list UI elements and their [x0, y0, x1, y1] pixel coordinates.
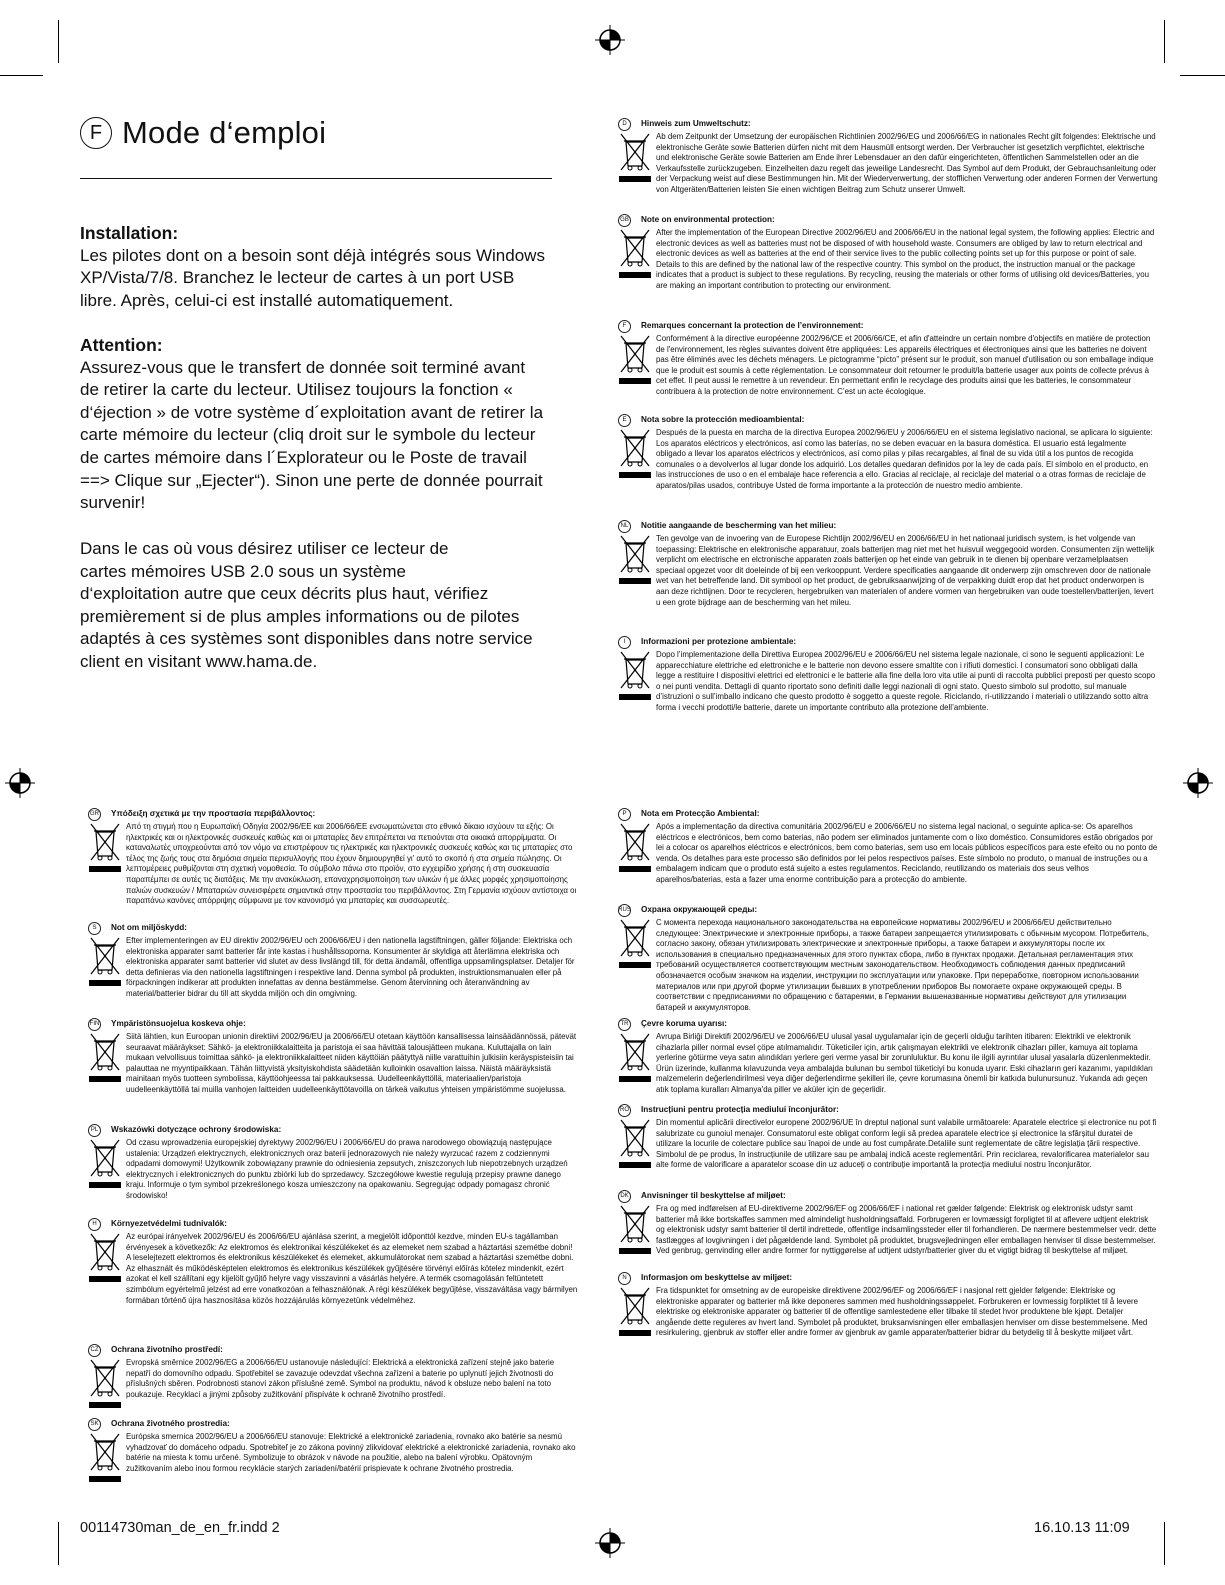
crossed-bin-icon	[619, 428, 651, 480]
language-badge: F	[80, 117, 112, 149]
crossed-bin-icon	[89, 1032, 121, 1084]
note-title: Hinweis zum Umweltschutz:	[641, 119, 751, 129]
note-text: Después de la puesta en marcha de la directiva Europea 2002/96/EU y 2006/66/EU en el sistema legislativo nacional, se aplicara lo siguiente: Los aparatos eléctricos y electrónicos, así como las baterías, no se deben evacuar en la basura doméstica. El usuario está legalmente obligado a llevar los aparatos eléctricos y electrónicos, así como pilas y pilas recargables, al final de su vida útil a los puntos de recogida comunales o a devolverlos al lugar donde los adquirió. Los detalles quedaran definidos por la ley de cada país. El símbolo en el producto, en las instrucciones de uso o en el embalaje hace referencia a ello. Gracias al reciclaje, al reciclaje del material o a otras formas de reciclaje de aparatos/pilas usados, contribuye Usted de forma importante a la protección de nuestro medio ambiente.	[656, 428, 1153, 490]
language-badge: P	[618, 808, 631, 821]
crossed-bin-icon	[89, 822, 121, 874]
attention-heading: Attention:	[80, 335, 163, 355]
env-note	[88, 1418, 578, 1474]
env-note	[88, 1344, 578, 1400]
crossed-bin-icon	[619, 1118, 651, 1170]
env-note	[618, 320, 1158, 398]
env-note	[618, 118, 1158, 196]
note-title: Nota em Protecção Ambiental:	[641, 809, 760, 819]
language-badge: FIN	[88, 1018, 101, 1031]
language-badge: E	[618, 414, 631, 427]
note-title: Informasjon om beskyttelse av miljøet:	[641, 1273, 793, 1283]
note-title: Охрана окружающей среды:	[641, 905, 758, 915]
note-text: Od czasu wprowadzenia europejskiej dyrektywy 2002/96/EU i 2006/66/EU do prawa narodowego obowiązują następujące ustalenia: Urządzeń elektrycznych, elektronicznych oraz baterii jednorazowych nie należy wyrzucać razem z codziennymi odpadami domowymi! Użytkownik zobowiązany prawnie do odniesienia zepsutych, zniszczonych lub niepotrzebnych urządzeń elektrycznych i elektronicznych do punktu zbiórki lub do sprzedawcy. Szczegółowe kwestie regulują przepisy prawne danego kraju. Informuje o tym symbol przekreślonego kosza umieszczony na opakowaniu. Segregując odpady pomagasz chronić środowisko!	[126, 1138, 568, 1200]
note-text: Conformément à la directive européenne 2002/96/CE et 2006/66/CE, et afin d'atteindre un certain nombre d'objectifs en matière de protection de l'environnement, les règles suivantes doivent être appliquées: Les appareils électriques et électroniques ainsi que les batteries ne doivent pas être éliminés avec les déchets ménagers. Le pictogramme “picto” présent sur le produit, son manuel d'utilisation ou son emballage indique que le produit est soumis à cette réglementation. Le consommateur doit retourner le produit/la batterie usager aux points de collecte prévus à cet effet. Il peut aussi le remettre à un revendeur. En permettant enfin le recyclage des produits ainsi que les batteries, le consommateur contribuera à la protection de notre environnement. C’est un acte écologique.	[656, 334, 1154, 396]
page-header	[80, 115, 326, 151]
attention-section	[80, 334, 560, 515]
crop-mark	[0, 75, 43, 76]
language-badge: CZ	[88, 1344, 101, 1357]
crop-mark	[1164, 1522, 1165, 1565]
crossed-bin-icon	[619, 132, 651, 184]
other-os-text: Dans le cas où vous désirez utiliser ce lecteur de cartes mémoires USB 2.0 sous un système d‘exploitation autre que ceux décrits plus haut, vérifiez premièrement si de plus amples informations ou de pilotes adaptés à ces systèmes sont disponibles dans notre service client en visitant www.hama.de.	[80, 539, 533, 671]
crossed-bin-icon	[619, 918, 651, 970]
footer-date: 16.10.13 11:09	[1034, 1520, 1130, 1536]
language-badge: H	[88, 1218, 101, 1231]
env-note	[618, 414, 1158, 492]
note-text: Efter implementeringen av EU direktiv 2002/96/EU och 2006/66/EU i den nationella lagstiftningen, gäller följande: Elektriska och elektroniska apparater samt batterier får inte kastas i hushållssoporna. Konsumenter är skyldiga att återlämna elektriska och elektroniska apparater samt batterier vid slutet av dess livslängd till, för detta ändamål, offentliga uppsamlingsplatser. Detaljer för detta definieras via den nationella lagstiftningen i respektive land. Denna symbol på produkten, instruktionsmanualen eller på förpackningen indikerar att produkten innefattas av denna bestämmelse. Genom återvinning och återanvändning av material/batterier bidrar du till att skydda miljön och din omgivning.	[126, 936, 575, 998]
note-text: Európska smernica 2002/96/EU a 2006/66/EU stanovuje: Elektrické a elektronické zariadenia, rovnako ako batérie sa nesmú vyhadzovať do domáceho odpadu. Spotrebiteľ je zo zákona povinný zlikvidovať elektrické a elektronické zariadenia, rovnako ako batérie na miesta k tomu určené. Symbolizuje to obrázok v návode na použitie, alebo na balení výrobku. Opätovným zužitkovaním alebo inou formou recyklácie starých zariadení/batérií prispievate k ochrane životného prostredia.	[126, 1432, 576, 1473]
note-text: After the implementation of the European Directive 2002/96/EU and 2006/66/EU in the national legal system, the following applies: Electric and electronic devices as well as batteries must not be disposed of with household waste. Consumers are obliged by law to return electrical and electronic devices as well as batteries at the end of their service lives to the public collecting points set up for this purpose or point of sale. Details to this are defined by the national law of the respective country. This symbol on the product, the instruction manual or the package indicates that a product is subject to these regulations. By recycling, reusing the materials or other forms of utilising old devices/Batteries, you are making an important contribution to protecting our environment.	[656, 228, 1155, 290]
env-note	[618, 1018, 1158, 1096]
note-title: Note on environmental protection:	[641, 215, 775, 225]
registration-mark-icon	[595, 25, 625, 55]
crossed-bin-icon	[619, 334, 651, 386]
registration-mark-icon	[5, 768, 35, 798]
env-note	[618, 1104, 1158, 1171]
note-title: Notitie aangaande de bescherming van het milieu:	[641, 521, 837, 531]
note-text: Fra tidspunktet for omsetning av de europeiske direktivene 2002/96/EF og 2006/66/EF i nasjonal rett gjelder følgende: Elektriske og elektroniske apparater og batterier må ikke deponeres sammen med husholdningssøppelet. Forbrukeren er lovmessig forpliktet til å levere elektriske og elektroniske apparater og batterier til de offentlige samlestedene eller tilbake til stedet hvor produktene ble kjøpt. Detaljer angående dette reguleres av hvert land. Symbolet på produktet, bruksanvisningen eller emballasjen henviser om disse bestemmelsene. Med resirkulering, gjenbruk av stoffer eller andre former av gjenbruk av gamle apparater/batterier bidrar du betydelig til å beskytte miljøet vårt.	[656, 1286, 1148, 1338]
language-badge: GR	[88, 808, 101, 821]
note-title: Instrucțiuni pentru protecția mediului înconjurător:	[641, 1105, 839, 1115]
other-os-section	[80, 538, 560, 674]
env-note	[88, 808, 578, 907]
env-note	[88, 1018, 578, 1096]
env-note	[618, 808, 1158, 886]
crop-mark	[1164, 20, 1165, 63]
env-note	[618, 214, 1158, 292]
language-badge: I	[618, 636, 631, 649]
crossed-bin-icon	[619, 534, 651, 586]
env-note	[618, 636, 1158, 714]
installation-text: Les pilotes dont on a besoin sont déjà intégrés sous Windows XP/Vista/7/8. Branchez le lecteur de cartes à un port USB libre. Après, celui-ci est installé automatiquement.	[80, 245, 545, 310]
crop-mark	[58, 1522, 59, 1565]
language-badge: DK	[618, 1190, 631, 1203]
note-text: С момента перехода национального законодательства на европейские нормативы 2002/96/EU и 2006/66/EU действительно следующее: Электрические и электронные приборы, а также батареи запрещается утилизировать с обычным мусором. Потребитель, согласно закону, обязан утилизировать электрические и электронные приборы, а также батареи и аккумуляторы после их использования в специально предназначенных для этого пунктах сбора, либо в пунктах продажи. Детальная регламентация этих требований осуществляется соответствующим местным законодательством. Необходимость соблюдения данных предписаний обозначается особым значком на изделии, инструкции по эксплуатации или упаковке. При переработке, повторном использовании материалов или при другой форме утилизации бывших в употреблении приборов Вы помогаете охране окружающей среды. В соответствии с предписаниями по обращению с батареями, в Германии вышеназванные нормативы действуют для утилизации батарей и аккумуляторов.	[656, 918, 1149, 1012]
note-title: Anvisninger til beskyttelse af miljøet:	[641, 1191, 786, 1201]
crop-mark	[1180, 75, 1225, 76]
note-title: Remarques concernant la protection de l’environnement:	[641, 321, 864, 331]
note-title: Nota sobre la protección medioambiental:	[641, 415, 805, 425]
note-title: Környezetvédelmi tudnivalók:	[111, 1219, 228, 1229]
note-title: Υπόδειξη σχετικά με την προστασία περιβάλλοντος:	[111, 809, 316, 819]
note-title: Ympäristönsuojelua koskeva ohje:	[111, 1019, 246, 1029]
note-text: Ab dem Zeitpunkt der Umsetzung der europäischen Richtlinien 2002/96/EG und 2006/66/EG in nationales Recht gilt folgendes: Elektrische und elektronische Geräte sowie Batterien dürfen nicht mit dem Hausmüll entsorgt werden. Der Verbraucher ist gesetzlich verpflichtet, elektrische und elektronische Geräte sowie Batterien am Ende ihrer Lebensdauer an den dafür eingerichteten, öffentlichen Sammelstellen oder an die Verkaufsstelle zurückzugeben. Einzelheiten dazu regelt das jeweilige Landesrecht. Das Symbol auf dem Produkt, der Gebrauchsanleitung oder der Verpackung weist auf diese Bestimmungen hin. Mit der Wiederverwertung, der stofflichen Verwertung oder anderen Formen der Verwertung von Altgeräten/Batterien leisten Sie einen wichtigen Beitrag zum Schutz unserer Umwelt.	[656, 132, 1158, 194]
language-badge: NL	[618, 520, 631, 533]
note-text: Από τη στιγμή που η Ευρωπαϊκή Οδηγία 2002/96/ΕE και 2006/66/EE ενσωματώνεται στο εθνικό δίκαιο ισχύουν τα εξής: Οι ηλεκτρικές και οι ηλεκτρονικές συσκευές καθώς και οι μπαταρίες δεν επιτρέπεται να πετιούνται στα οικιακά απορρίμματα. Οι καταναλωτές υποχρεούνται από τον νόμο να επιστρέφουν τις ηλεκτρικές και ηλεκτρονικές συσκευές καθώς και τις μπαταρίες στο τέλος της ζωής τους στα δημόσια σημεία περισυλλογής που έχουν δημιουργηθεί γι' αυτό το σκοπό ή στα σημεία πώλησης. Οι λεπτομέρειες ρυθμίζονται στη σχετική νομοθεσία. Το σύμβολο πάνω στο προϊόν, στο εγχειρίδιο χρήσης ή στη συσκευασία παραπέμπει σε αυτές τις διατάξεις. Με την ανακύκλωση, επαναχρησιμοποίηση των υλικών ή με άλλες μορφές χρησιμοποίησης παλιών συσκευών / Μπαταριών συνεισφέρετε σημαντικά στην προστασία του περιβάλλοντος. Στη Γερμανία ισχύουν αντίστοιχα οι παραπάνω κανόνες απόρριψης σύμφωνα με τον κανονισμό για μπαταρίες και συσσωρευτές.	[126, 822, 577, 906]
language-badge: D	[618, 118, 631, 131]
note-title: Not om miljöskydd:	[111, 923, 187, 933]
language-badge: TR	[618, 1018, 631, 1031]
note-text: Evropská směrnice 2002/96/EG a 2006/66/EU ustanovuje následující: Elektrická a elektronická zařízení stejně jako baterie nepatří do domovního odpadu. Spotřebitel se zavazuje odevzdat všechna zařízení a baterie po uplynutí jejich životnosti do příslušných sběren. Podrobnosti stanoví zákon příslušné země. Symbol na produktu, návod k obsluze nebo balení na toto poukazuje. Recyklací a jinými způsoby zužitkování přispíváte k ochraně životního prostředí.	[126, 1358, 555, 1399]
env-note	[618, 904, 1158, 1013]
footer-file: 00114730man_de_en_fr.indd 2	[80, 1520, 280, 1536]
language-badge: RUS	[618, 904, 631, 917]
note-text: Din momentul aplicării directivelor europene 2002/96/UE în dreptul național sunt valabile următoarele: Aparatele electrice și electronice nu pot fi salubrizate cu gunoiul menajer. Consumatorul este obligat conform legii să predea aparatele electrice și electronice la sfârșitul duratei de utilizare la locurile de colectare publice sau înapoi de unde au fost cumpărate.Detaliile sunt reglementate de către legislația țării respective. Simbolul de pe produs, în instrucțiunile de utilizare sau pe ambalaj indică aceste reglementări. Prin reciclarea, revalorificarea materialelor sau alte forme de valorificare a aparatelor scoase din uz aduceți o contribuție importantă la protecția mediului nostru înconjurător.	[656, 1118, 1157, 1170]
crossed-bin-icon	[619, 1286, 651, 1338]
attention-text: Assurez-vous que le transfert de donnée soit terminé avant de retirer la carte du lecteur. Utilisez toujours la fonction « d‘éjection » de votre système d´exploitation avant de retirer la carte mémoire du lecteur (cliq droit sur le symbole du lecteur de cartes mémoire dans l´Explorateur ou le Poste de travail ==> Clique sur „Ejecter“). Sinon une perte de donnée pourrait survenir!	[80, 357, 544, 513]
crossed-bin-icon	[619, 1032, 651, 1084]
crossed-bin-icon	[619, 228, 651, 280]
env-note	[618, 1272, 1158, 1339]
env-note	[88, 922, 578, 1000]
env-note	[88, 1218, 578, 1306]
note-text: Az európai irányelvek 2002/96/EU és 2006/66/EU ajánlása szerint, a megjelölt időponttól kezdve, minden EU-s tagállamban érvényesek a következők: Az elektromos és elektronikai készülékeket és az elemeket nem szabad a háztartási szemétbe dobni! A leselejtezett elektromos és elektronikus készülékeket és elemeket, akkumulátorokat nem szabad a háztartási szemétbe dobni. Az elhasznált és működésképtelen elektromos és elektronikus készülékek gyűjtésére törvényi előírás kötelez mindenkit, ezért azokat el kell szállítani egy kijelölt gyűjtő helyre vagy visszavinni a vásárlás helyére. A termék csomagolásán feltüntetett szimbólum egyértelmű jelzést ad erre vonatkozóan a felhasználónak. A régi készülékek begyűjtése, visszaváltása vagy bármilyen formában történő újra hasznosítása közös hozzájárulás környezetünk védelméhez.	[126, 1232, 578, 1305]
registration-mark-icon	[1183, 768, 1213, 798]
language-badge: SK	[88, 1418, 101, 1431]
note-text: Ten gevolge van de invoering van de Europese Richtlijn 2002/96/EU en 2006/66/EU in het nationaal juridisch system, is het volgende van toepassing: Elektrische en elektronische apparatuur, zoals batterijen mag niet met het huisvuil weggegooid worden. Consumenten zijn wettelijk verplicht om electrische en elctronische apparaten zoals batterijen op het einde van gebruik in te dienen bij openbare verzamelplaatsen speciaal opgezet voor dit doeleinde of bij een verkooppunt. Verdere specificaties aangaande dit onderwerp zijn omschreven door de nationale wet van het betreffende land. Dit symbool op het product, de gebruiksaanwijzing of de verpakking duidt erop dat het product onderworpen is aan deze richtlijnen. Door te recycleren, hergebruiken van materialen of andere vormen van hergebruiken van oude toestellen/batterijen, levert u een grote bijdrage aan de bescherming van het mileu.	[656, 534, 1155, 607]
crossed-bin-icon	[619, 1204, 651, 1256]
installation-section	[80, 222, 560, 312]
crossed-bin-icon	[89, 1232, 121, 1284]
crossed-bin-icon	[89, 1432, 121, 1484]
registration-mark-icon	[595, 1528, 625, 1558]
note-text: Siitä lähtien, kun Euroopan unionin direktiivi 2002/96/EU ja 2006/66/EU otetaan käyttöön kansallisessa lainsäädännössä, pätevät seuraavat määräykset: Sähkö- ja elektroniikkalaitteita ja paristoja ei saa hävittää talousjätteen mukana. Kuluttajalla on lain mukaan velvollisuus toimittaa sähkö- ja elektroniikkalaitteet niiden käyttöiän päätyttyä niille varattuihin julkisiin keräyspisteisiin tai palauttaa ne myyntipaikkaan. Tähän liittyvistä yksityiskohdista säädetään kulloinkin osavaltion laissa. Näistä määräyksistä mainitaan myös tuotteen symbolissa, käyttöohjeessa tai pakkauksessa. Uudelleenkäyttöllä, materiaalien/paristoja uudelleenkäyttöllä tai muilla vanhojen laitteiden uudelleenkäyttötavoilla on tärkeä vaikutus yhteisen ympäristömme suojelussa.	[126, 1032, 577, 1094]
env-note	[618, 1190, 1158, 1257]
note-text: Após a implementação da directiva comunitária 2002/96/EU e 2006/66/EU no sistema legal nacional, o seguinte aplica-se: Os aparelhos eléctricos e electrónicos, bem como baterias, não podem ser eliminados juntamente com o lixo doméstico. Consumidores estão obrigados por lei a colocar os aparelhos eléctricos e electrónicos, bem como baterias, sem uso em locais públicos específicos para este efeito ou no ponto de venda. Os detalhes para este processo são definidos por lei pelos respectivos países. Este símbolo no produto, o manual de instruções ou a embalagem indicam que o produto está sujeito a estes regulamentos. Reciclando, reutilizando os materiais dos seus velhos aparelhos/baterias, esta a fazer uma enorme contribuição para a protecção do ambiente.	[656, 822, 1158, 884]
note-text: Avrupa Birliği Direktifi 2002/96/EU ve 2006/66/EU ulusal yasal uygulamalar için de geçerli olduğu tarihten itibaren: Elektrikli ve elektronik cihazlarla piller normal evsel çöpe atılmamalıdır. Tüketiciler için, artık çalışmayan elektrikli ve elektronik cihazları piller, kamuya ait toplama yerlerine götürme veya satın alındıkları yerlere geri verme yasal bir zorunluluktur. Bu konu ile ilgili ayrıntılar ulusal yasalarla düzenlenmektedir. Ürün üzerinde, kullanma kılavuzunda veya ambalajda bulunan bu sembol tüketiciyi bu konuda uyarır. Eski cihazların geri kazanımı, yapıldıkları malzemelerin değerlendirilmesi veya diğer değerlendirme şekilleri ile, çevre korumasına önemli bir katkıda bulunursunuz. Yukarıda adı geçen atık toplama kuralları Almanya'da piller ve aküler için de geçerlidir.	[656, 1032, 1153, 1094]
crossed-bin-icon	[619, 822, 651, 874]
crossed-bin-icon	[89, 1358, 121, 1410]
installation-heading: Installation:	[80, 223, 179, 243]
crop-mark	[58, 20, 59, 63]
env-note	[618, 520, 1158, 608]
language-badge: S	[88, 922, 101, 935]
page-title: Mode d‘emploi	[122, 115, 327, 150]
crossed-bin-icon	[619, 650, 651, 702]
note-title: Informazioni per protezione ambientale:	[641, 637, 797, 647]
title-rule	[80, 178, 552, 179]
note-title: Ochrana životního prostředí:	[111, 1345, 223, 1355]
crossed-bin-icon	[89, 1138, 121, 1190]
language-badge: GB	[618, 214, 631, 227]
language-badge: N	[618, 1272, 631, 1285]
language-badge: PL	[88, 1124, 101, 1137]
note-text: Dopo l’implementazione della Direttiva Europea 2002/96/EU e 2006/66/EU nel sistema legale nazionale, ci sono le seguenti applicazioni: Le apparecchiature elettriche ed elettroniche e le batterie non devono essere smaltite con i rifiuti domestici. I consumatori sono obbligati dalla legge a restituire I dispositivi elettrici ed elettronici e le batterie alla fine della loro vita utile ai punti di raccolta pubblici preposti per questo scopo o nei punti vendita. Dettagli di quanto riportato sono definiti dalle leggi nazionali di ogni stato. Questo simbolo sul prodotto, sul manuale d’istruzioni o sull’imballo indicano che questo prodotto è soggetto a queste regole. Riciclando, ri-utilizzando i materiali o utilizzando sotto altra forma i vecchi prodotti/le batterie, darete un importante contributo alla protezione dell’ambiente.	[656, 650, 1156, 712]
note-text: Fra og med indførelsen af EU-direktiverne 2002/96/EF og 2006/66/EF i national ret gælder følgende: Elektrisk og elektronisk udstyr samt batterier må ikke bortskaffes sammen med almindeligt husholdningsaffald. Forbrugeren er lovmæssigt forpligtet til at aflevere udtjent elektrisk og elektronisk udstyr samt batterier til dertil indrettede, offentlige indsamlingssteder eller til forhandleren. De nærmere bestemmelser vedr. dette fastlægges af lovgivningen i det pågældende land. Symbolet på produktet, brugsvejledningen eller emballagen henviser til disse bestemmelser. Ved genbrug, genvinding eller andre former for nyttiggørelse af udtjent udstyr/batterier giver du et vigtigt bidrag til beskyttelse af miljøet.	[656, 1204, 1157, 1256]
note-title: Çevre koruma uyarısı:	[641, 1019, 728, 1029]
note-title: Ochrana životného prostredia:	[111, 1419, 230, 1429]
note-title: Wskazówki dotyczące ochrony środowiska:	[111, 1125, 282, 1135]
env-note	[88, 1124, 578, 1202]
language-badge: F	[618, 320, 631, 333]
language-badge: RO	[618, 1104, 631, 1117]
crossed-bin-icon	[89, 936, 121, 988]
